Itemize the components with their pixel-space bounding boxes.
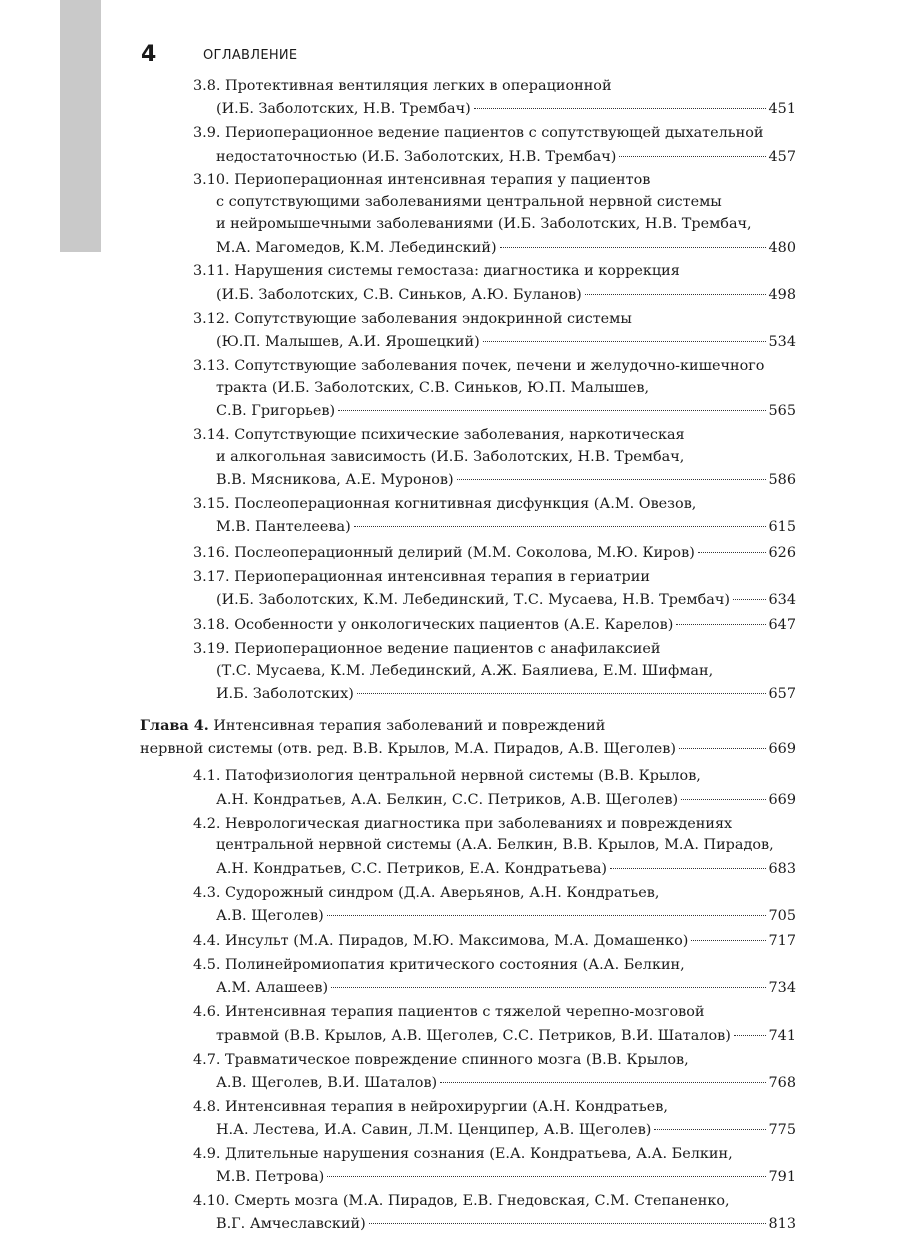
toc-line-text: 4.2. Неврологическая диагностика при заболеваниях и повреждениях xyxy=(193,815,733,832)
dot-leader xyxy=(331,973,765,988)
toc-line xyxy=(193,1213,796,1236)
toc-line-text xyxy=(140,718,605,734)
toc-line-text: М.В. Петрова) xyxy=(216,1169,325,1186)
dot-leader xyxy=(327,1162,765,1177)
toc-page-number: 534 xyxy=(768,333,796,350)
toc-line xyxy=(193,541,796,564)
toc-line-text: 3.14. Сопутствующие психические заболевания, наркотическая xyxy=(193,426,685,443)
toc-line xyxy=(193,1071,796,1094)
toc-line-text: И.Б. Заболотских) xyxy=(216,686,354,703)
toc-line-text: 3.15. Послеоперационная когнитивная дисфункция (А.М. Овезов, xyxy=(193,496,697,513)
dot-leader xyxy=(483,327,766,342)
dot-leader xyxy=(619,141,765,156)
toc-line-text: травмой (В.В. Крылов, А.В. Щеголев, С.С. Петриков, В.И. Шаталов) xyxy=(216,1027,731,1044)
toc-line-text: А.В. Щеголев, В.И. Шаталов) xyxy=(216,1074,438,1091)
dot-leader xyxy=(327,901,766,916)
dot-leader xyxy=(676,610,765,625)
toc-line xyxy=(193,400,796,423)
toc-page-number: 768 xyxy=(768,1074,796,1091)
toc-line xyxy=(193,683,796,706)
toc-line xyxy=(193,857,796,880)
toc-page-number: 634 xyxy=(768,591,796,608)
toc-line-text: А.Н. Кондратьев, С.С. Петриков, Е.А. Кондратьева) xyxy=(216,860,608,877)
toc-section-entry xyxy=(140,1050,796,1095)
toc-line-text: и нейромышечными заболеваниями (И.Б. Заболотских, Н.В. Трембач, xyxy=(216,216,752,233)
toc-line-text: 4.10. Смерть мозга (М.А. Пирадов, Е.В. Гнедовская, С.М. Степаненко, xyxy=(193,1193,730,1210)
toc-line-text: недостаточностью (И.Б. Заболотских, Н.В. Трембач) xyxy=(216,148,617,165)
toc-line xyxy=(193,283,796,306)
toc-section-entry xyxy=(140,1191,796,1236)
dot-leader xyxy=(354,512,766,527)
toc-line-text: 3.11. Нарушения системы гемостаза: диагностика и коррекция xyxy=(193,263,680,280)
toc-page-number: 457 xyxy=(768,148,796,165)
dot-leader xyxy=(681,784,765,799)
toc-line-text: и алкогольная зависимость (И.Б. Заболотских, Н.В. Трембач, xyxy=(216,448,685,465)
toc-line-text: (Ю.П. Малышев, А.И. Ярошецкий) xyxy=(216,333,480,350)
toc-line-text: 4.7. Травматическое повреждение спинного мозга (В.В. Крылов, xyxy=(193,1051,689,1068)
toc-line-text: 3.19. Периоперационное ведение пациентов с анафилаксией xyxy=(193,641,661,658)
toc-section-entry xyxy=(140,614,796,637)
toc-line-text: с сопутствующими заболеваниями центральной нервной системы xyxy=(216,194,722,211)
toc-line xyxy=(193,1024,796,1047)
toc-line-text: М.В. Пантелеева) xyxy=(216,519,351,536)
toc-line-text: 3.18. Особенности у онкологических пациентов (А.Е. Карелов) xyxy=(193,617,674,634)
toc-line-text: 3.9. Периоперационное ведение пациентов с сопутствующей дыхательной xyxy=(193,125,764,142)
toc-page-number: 451 xyxy=(768,101,796,118)
toc-line-text: 4.3. Судорожный синдром (Д.А. Аверьянов, А.Н. Кондратьев, xyxy=(193,884,660,901)
toc-line-text: (И.Б. Заболотских, Н.В. Трембач) xyxy=(216,101,471,118)
dot-leader xyxy=(357,679,766,694)
toc-section-entry xyxy=(140,1002,796,1047)
toc-line-text: 3.13. Сопутствующие заболевания почек, печени и желудочно-кишечного xyxy=(193,357,765,374)
toc-page-number: 705 xyxy=(768,907,796,924)
toc-line-text: 4.1. Патофизиология центральной нервной системы (В.В. Крылов, xyxy=(193,768,701,785)
toc-line xyxy=(193,788,796,811)
toc-page-number: 657 xyxy=(768,686,796,703)
toc-line-text: А.В. Щеголев) xyxy=(216,907,324,924)
toc-line xyxy=(193,98,796,121)
dot-leader xyxy=(369,1209,766,1224)
toc-line-text: В.Г. Амчеславский) xyxy=(216,1216,366,1233)
toc-line xyxy=(193,331,796,354)
toc-line-text: 3.8. Протективная вентиляция легких в операционной xyxy=(193,78,612,94)
toc-line-text: (Т.С. Мусаева, К.М. Лебединский, А.Ж. Баялиева, Е.М. Шифман, xyxy=(216,662,714,679)
toc-line xyxy=(193,425,796,447)
toc-chapter-entry xyxy=(140,715,796,761)
dot-leader xyxy=(500,232,766,247)
toc-section-entry xyxy=(140,567,796,612)
toc-line xyxy=(193,639,796,661)
toc-line xyxy=(193,236,796,259)
toc-section-entry xyxy=(140,123,796,168)
toc-line xyxy=(193,170,796,192)
toc-line xyxy=(193,469,796,492)
toc-page-number: 717 xyxy=(768,933,796,950)
toc-line-text: С.В. Григорьев) xyxy=(216,403,336,420)
toc-line-text: (И.Б. Заболотских, С.В. Синьков, А.Ю. Буланов) xyxy=(216,286,582,303)
toc-line-text: центральной нервной системы (А.А. Белкин, В.В. Крылов, М.А. Пирадов, xyxy=(216,837,774,854)
page-number: 4 xyxy=(141,42,157,67)
dot-leader xyxy=(440,1067,765,1082)
toc-line xyxy=(193,930,796,953)
dot-leader xyxy=(610,853,765,868)
page-edge-strip xyxy=(60,0,101,252)
toc-page-number: 498 xyxy=(768,286,796,303)
toc-line xyxy=(193,516,796,539)
dot-leader xyxy=(654,1115,765,1130)
toc-section-entry xyxy=(140,766,796,811)
toc-line xyxy=(193,356,796,378)
toc-section-entry xyxy=(140,494,796,539)
toc-line-text: А.Н. Кондратьев, А.А. Белкин, С.С. Петриков, А.В. Щеголев) xyxy=(216,791,679,808)
toc-line xyxy=(193,614,796,637)
toc-line xyxy=(193,588,796,611)
dot-leader xyxy=(457,465,766,480)
toc-section-entry xyxy=(140,883,796,928)
running-header-title: ОГЛАВЛЕНИЕ xyxy=(203,48,298,63)
toc-page-number: 626 xyxy=(768,544,796,561)
toc-section-entry xyxy=(140,309,796,354)
toc-page-number: 615 xyxy=(768,519,796,536)
toc-section-entry xyxy=(140,541,796,564)
toc-page-number: 565 xyxy=(768,403,796,420)
toc-page-number: 480 xyxy=(768,239,796,256)
toc-page-number: 791 xyxy=(768,1169,796,1186)
toc-line-text: В.В. Мясникова, А.Е. Муронов) xyxy=(216,472,454,489)
toc-page-number: 669 xyxy=(768,791,796,808)
chapter-title-text: Интенсивная терапия заболеваний и повреждений xyxy=(213,718,606,735)
toc-line-text: 4.5. Полинейромиопатия критического состояния (А.А. Белкин, xyxy=(193,957,685,974)
toc-line-text: (И.Б. Заболотских, К.М. Лебединский, Т.С. Мусаева, Н.В. Трембач) xyxy=(216,591,731,608)
dot-leader xyxy=(734,1020,766,1035)
toc-line-text: 4.8. Интенсивная терапия в нейрохирургии (А.Н. Кондратьев, xyxy=(193,1098,668,1115)
toc-section-entry xyxy=(140,639,796,706)
toc-line xyxy=(193,1002,796,1024)
toc-line xyxy=(193,1166,796,1189)
dot-leader xyxy=(733,584,766,599)
toc-line xyxy=(193,567,796,589)
toc-section-entry xyxy=(140,930,796,953)
toc-line-text: А.М. Алашеев) xyxy=(216,980,329,997)
toc-line-text: 4.4. Инсульт (М.А. Пирадов, М.Ю. Максимова, М.А. Домашенко) xyxy=(193,933,689,950)
toc-line-text: 3.12. Сопутствующие заболевания эндокринной системы xyxy=(193,310,632,327)
dot-leader xyxy=(691,926,765,941)
toc-line-text: нервной системы (отв. ред. В.В. Крылов, М.А. Пирадов, А.В. Щеголев) xyxy=(140,741,676,758)
dot-leader xyxy=(679,734,766,749)
toc-page-number: 775 xyxy=(768,1122,796,1139)
toc-line-text: 3.16. Послеоперационный делирий (М.М. Соколова, М.Ю. Киров) xyxy=(193,544,695,561)
toc-line xyxy=(193,977,796,1000)
toc-section-entry xyxy=(140,814,796,881)
toc-section-entry xyxy=(140,170,796,259)
toc-page-number: 669 xyxy=(768,741,796,758)
toc-line-text: 3.17. Периоперационная интенсивная терапия в гериатрии xyxy=(193,568,650,585)
toc-line xyxy=(193,145,796,168)
toc-page-number: 813 xyxy=(768,1216,796,1233)
toc-line xyxy=(140,738,796,761)
dot-leader xyxy=(585,279,766,294)
toc-page-number: 734 xyxy=(768,980,796,997)
toc-line xyxy=(193,1119,796,1142)
toc-line-text: 4.6. Интенсивная терапия пациентов с тяжелой черепно-мозговой xyxy=(193,1004,705,1021)
toc-page-number: 647 xyxy=(768,617,796,634)
toc-page-number: 683 xyxy=(768,860,796,877)
toc-section-entry xyxy=(140,425,796,492)
toc-section-entry xyxy=(140,955,796,1000)
toc-section-entry xyxy=(140,356,796,423)
dot-leader xyxy=(338,396,765,411)
dot-leader xyxy=(698,537,766,552)
toc-section-entry xyxy=(140,261,796,306)
toc-line xyxy=(193,814,796,836)
toc-line xyxy=(193,905,796,928)
toc-page-number: 586 xyxy=(768,472,796,489)
toc-section-entry xyxy=(140,1097,796,1142)
toc-line-text: 3.10. Периоперационная интенсивная терапия у пациентов xyxy=(193,172,651,189)
chapter-label: Глава 4. xyxy=(140,717,209,735)
toc-section-entry xyxy=(140,76,796,121)
toc-line-text: тракта (И.Б. Заболотских, С.В. Синьков, Ю.П. Малышев, xyxy=(216,379,650,396)
toc-line-text: 4.9. Длительные нарушения сознания (Е.А. Кондратьева, А.А. Белкин, xyxy=(193,1145,733,1162)
toc-line-text: Н.А. Лестева, И.А. Савин, Л.М. Ценципер, А.В. Щеголев) xyxy=(216,1122,652,1139)
dot-leader xyxy=(474,94,766,109)
toc-line xyxy=(193,192,796,214)
toc-line-text: М.А. Магомедов, К.М. Лебединский) xyxy=(216,239,497,256)
toc-section-entry xyxy=(140,1144,796,1189)
table-of-contents xyxy=(140,76,796,1236)
toc-page-number: 741 xyxy=(768,1027,796,1044)
